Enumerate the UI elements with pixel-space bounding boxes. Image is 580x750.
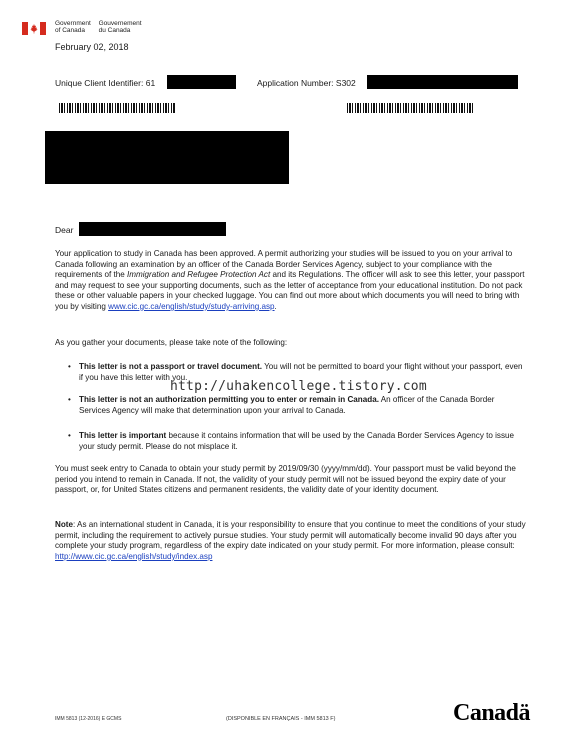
para3-text-b: (yyyy/mm/dd). Your passport must be valid beyond the period you intend to remain in Canada. If not, the validity of your study permit will not be issued beyond the expiry date of your passport, or, for United States citizens and permanent residents, the validity date of your identity document. — [55, 464, 516, 495]
salutation: Dear — [55, 225, 74, 235]
gather-documents-paragraph: As you gather your documents, please take note of the following: — [55, 338, 288, 347]
bullet-1-bold: This letter is not a passport or travel document. — [79, 362, 263, 371]
watermark-url: http://uhakencollege.tistory.com — [170, 379, 427, 394]
para1-text-b: and its Regulations. The officer will ask to see this letter, your passport and may request to see your supporting documents, such as the letter of acceptance from your educational institution. Do not pack these or other valuable papers in your checked luggage. You can find out more about which documents you will need to bring with you by visiting — [55, 270, 525, 311]
bullet-3-rest: because it contains information that will be used by the Canada Border Services Agency to issue your study permit. Please do not misplace it. — [79, 431, 515, 451]
note-label: Note — [55, 520, 73, 529]
uci-barcode — [59, 103, 175, 113]
bullet-2-rest: An officer of the Canada Border Services Agency will make that determination upon your arrival to Canada. — [79, 395, 495, 415]
bullet-2-bold: This letter is not an authorization permitting you to enter or remain in Canada. — [79, 395, 379, 404]
address-redaction — [45, 131, 289, 184]
canada-flag-icon — [22, 22, 46, 35]
application-number-redaction — [367, 75, 518, 89]
bullet-1-rest: You will not be permitted to board your flight without your passport, even if you have this letter with you. — [79, 362, 523, 382]
uci-label: Unique Client Identifier: 61 — [55, 78, 156, 88]
entry-deadline-paragraph — [55, 464, 530, 496]
application-barcode — [347, 103, 473, 113]
gov-fr-line1: Gouvernement — [98, 20, 142, 27]
french-availability-note: (DISPONIBLE EN FRANÇAIS - IMM 5813 F) — [226, 716, 336, 722]
gov-fr-line2: du Canada — [98, 27, 131, 34]
gov-en-line1: Government — [55, 20, 91, 27]
study-arriving-link[interactable]: www.cic.gc.ca/english/study/study-arriving.asp — [108, 301, 275, 311]
uci-redaction — [167, 75, 236, 89]
bullet-dot-icon: • — [68, 431, 71, 440]
letter-date: February 02, 2018 — [55, 42, 129, 52]
gov-en-line2: of Canada — [55, 27, 85, 34]
para1-text-a: Your application to study in Canada has been approved. A permit authorizing your studies will be issued to you on your arrival to Canada following an examination by an officer of the Canada Border Services Agency, subject to your compliance with the requirements of the — [55, 249, 513, 280]
para1-act-name: Immigration and Refugee Protection Act — [126, 270, 271, 280]
approval-paragraph — [55, 249, 530, 313]
study-index-link[interactable]: http://www.cic.gc.ca/english/study/index.asp — [55, 551, 213, 561]
note-text: : As an international student in Canada, it is your responsibility to ensure that you continue to meet the conditions of your study permit, including the requirement to actively pursue studies. Your study permit will automatically become invalid 90 days after you complete your study program, regardless of the expiry date indicated on your study permit. For more information, please consult: — [55, 520, 526, 551]
note-paragraph — [55, 520, 530, 562]
government-signature — [55, 20, 148, 34]
form-identifier: IMM 5813 (12-2016) E GCMS — [55, 716, 122, 722]
application-number-label: Application Number: S302 — [257, 78, 356, 88]
name-redaction — [79, 222, 226, 236]
bullet-dot-icon: • — [68, 395, 71, 404]
para1-end: . — [274, 301, 277, 311]
bullet-dot-icon: • — [68, 362, 71, 371]
entry-deadline-date: 2019/09/30 — [278, 464, 319, 473]
bullet-3-bold: This letter is important — [79, 431, 167, 440]
canada-wordmark-logo: Canadä — [453, 700, 531, 726]
para3-text-a: You must seek entry to Canada to obtain your study permit by — [55, 464, 279, 473]
